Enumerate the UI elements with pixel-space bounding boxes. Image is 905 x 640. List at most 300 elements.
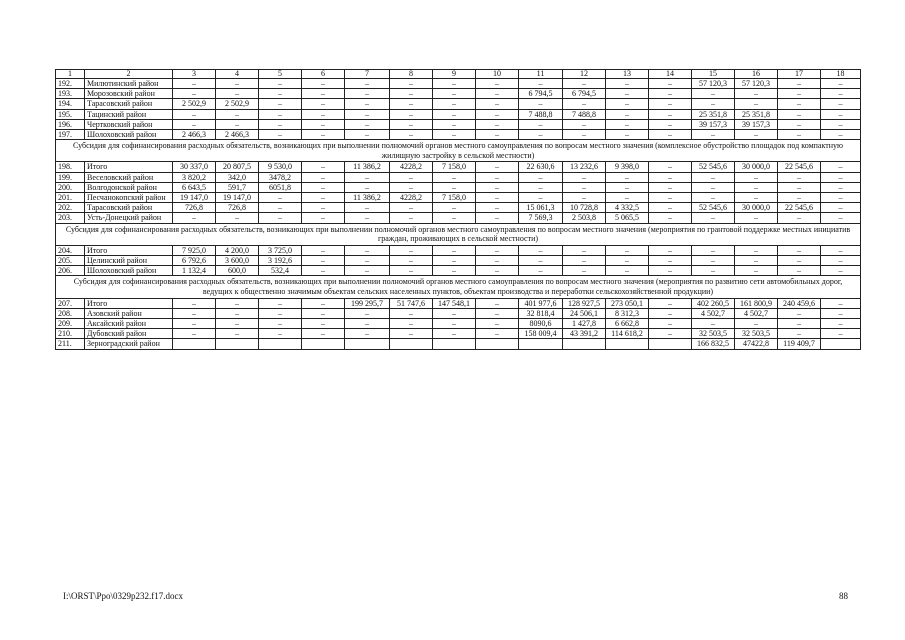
value-cell: –: [778, 79, 821, 89]
value-cell: 402 260,5: [692, 298, 735, 308]
value-cell: [173, 339, 216, 349]
value-cell: 532,4: [259, 266, 302, 276]
value-cell: –: [692, 89, 735, 99]
value-cell: –: [563, 266, 606, 276]
column-number: 8: [390, 70, 433, 79]
value-cell: –: [821, 109, 861, 119]
value-cell: –: [778, 172, 821, 182]
row-number: 198.: [56, 162, 85, 172]
row-number: 201.: [56, 193, 85, 203]
value-cell: 6051,8: [259, 182, 302, 192]
value-cell: 3 192,6: [259, 256, 302, 266]
value-cell: –: [302, 89, 345, 99]
value-cell: –: [649, 256, 692, 266]
value-cell: –: [821, 162, 861, 172]
value-cell: –: [649, 319, 692, 329]
value-cell: –: [476, 213, 519, 223]
value-cell: 51 747,6: [390, 298, 433, 308]
value-cell: 43 391,2: [563, 329, 606, 339]
value-cell: –: [390, 119, 433, 129]
district-name: Песчанокопский район: [85, 193, 173, 203]
value-cell: –: [216, 79, 259, 89]
value-cell: –: [345, 308, 390, 318]
table-row: [56, 319, 861, 329]
value-cell: –: [302, 329, 345, 339]
value-cell: –: [390, 172, 433, 182]
value-cell: –: [390, 266, 433, 276]
value-cell: –: [259, 308, 302, 318]
column-number: 13: [606, 70, 649, 79]
row-number: 192.: [56, 79, 85, 89]
value-cell: –: [345, 213, 390, 223]
value-cell: –: [821, 203, 861, 213]
page-number: 88: [839, 591, 848, 601]
table-body: [56, 70, 861, 350]
value-cell: –: [345, 245, 390, 255]
value-cell: 6 792,6: [173, 256, 216, 266]
value-cell: 39 157,3: [735, 119, 778, 129]
row-number: 211.: [56, 339, 85, 349]
value-cell: –: [476, 162, 519, 172]
value-cell: 7 488,8: [519, 109, 563, 119]
value-cell: –: [259, 119, 302, 129]
value-cell: –: [345, 109, 390, 119]
file-path: I:\ORST\Ppo\0329p232.f17.docx: [63, 591, 184, 601]
column-number: 7: [345, 70, 390, 79]
value-cell: –: [606, 130, 649, 140]
value-cell: –: [649, 172, 692, 182]
value-cell: –: [735, 182, 778, 192]
value-cell: 52 545,6: [692, 203, 735, 213]
value-cell: –: [692, 245, 735, 255]
value-cell: 591,7: [216, 182, 259, 192]
value-cell: –: [216, 329, 259, 339]
value-cell: –: [259, 329, 302, 339]
section-heading: Субсидия для софинансирования расходных обязательств, возникающих при выполнении полномочий органов местного самоуправления по вопросам местного значения (комплексное обустройство площадок под компактную жилищную застройку в сельской местности): [56, 140, 861, 162]
value-cell: –: [649, 182, 692, 192]
row-number: 204.: [56, 245, 85, 255]
value-cell: –: [259, 109, 302, 119]
value-cell: –: [216, 89, 259, 99]
column-number: 11: [519, 70, 563, 79]
section-heading-row: [56, 140, 861, 162]
value-cell: [345, 339, 390, 349]
value-cell: 10 728,8: [563, 203, 606, 213]
value-cell: –: [345, 79, 390, 89]
value-cell: –: [519, 79, 563, 89]
value-cell: –: [433, 266, 476, 276]
row-number: 197.: [56, 130, 85, 140]
value-cell: –: [476, 308, 519, 318]
value-cell: 15 061,3: [519, 203, 563, 213]
value-cell: –: [433, 89, 476, 99]
value-cell: –: [649, 162, 692, 172]
column-number: 12: [563, 70, 606, 79]
value-cell: –: [519, 172, 563, 182]
value-cell: –: [302, 109, 345, 119]
value-cell: –: [778, 319, 821, 329]
value-cell: –: [692, 172, 735, 182]
value-cell: –: [735, 130, 778, 140]
value-cell: –: [476, 245, 519, 255]
value-cell: –: [821, 245, 861, 255]
district-name: Итого: [85, 245, 173, 255]
column-number: 10: [476, 70, 519, 79]
value-cell: –: [390, 329, 433, 339]
value-cell: –: [692, 213, 735, 223]
district-name: Веселовский район: [85, 172, 173, 182]
value-cell: 19 147,0: [173, 193, 216, 203]
value-cell: 3 820,2: [173, 172, 216, 182]
value-cell: –: [778, 245, 821, 255]
value-cell: –: [476, 172, 519, 182]
value-cell: –: [778, 308, 821, 318]
value-cell: –: [692, 193, 735, 203]
value-cell: 19 147,0: [216, 193, 259, 203]
value-cell: 11 386,2: [345, 193, 390, 203]
table-row: [56, 119, 861, 129]
value-cell: –: [302, 203, 345, 213]
value-cell: –: [821, 172, 861, 182]
table-row: [56, 79, 861, 89]
value-cell: 20 807,5: [216, 162, 259, 172]
value-cell: –: [606, 182, 649, 192]
value-cell: –: [519, 193, 563, 203]
value-cell: 240 459,6: [778, 298, 821, 308]
value-cell: –: [302, 119, 345, 129]
value-cell: –: [563, 79, 606, 89]
value-cell: –: [476, 298, 519, 308]
value-cell: –: [390, 213, 433, 223]
value-cell: –: [476, 329, 519, 339]
value-cell: –: [390, 245, 433, 255]
value-cell: –: [302, 182, 345, 192]
value-cell: 3 725,0: [259, 245, 302, 255]
value-cell: –: [649, 130, 692, 140]
value-cell: –: [302, 162, 345, 172]
value-cell: –: [649, 119, 692, 129]
value-cell: –: [302, 99, 345, 109]
row-number: 194.: [56, 99, 85, 109]
value-cell: [649, 339, 692, 349]
value-cell: 11 386,2: [345, 162, 390, 172]
value-cell: 128 927,5: [563, 298, 606, 308]
value-cell: –: [476, 99, 519, 109]
value-cell: –: [216, 319, 259, 329]
value-cell: –: [649, 308, 692, 318]
value-cell: 22 545,6: [778, 203, 821, 213]
value-cell: –: [735, 256, 778, 266]
value-cell: –: [563, 256, 606, 266]
value-cell: 342,0: [216, 172, 259, 182]
value-cell: –: [433, 130, 476, 140]
column-number: 17: [778, 70, 821, 79]
row-number: 199.: [56, 172, 85, 182]
value-cell: –: [778, 99, 821, 109]
value-cell: –: [563, 193, 606, 203]
value-cell: –: [433, 99, 476, 109]
row-number: 209.: [56, 319, 85, 329]
value-cell: –: [735, 89, 778, 99]
value-cell: 6 794,5: [519, 89, 563, 99]
value-cell: –: [821, 308, 861, 318]
value-cell: 6 643,5: [173, 182, 216, 192]
value-cell: 158 009,4: [519, 329, 563, 339]
value-cell: –: [519, 266, 563, 276]
value-cell: –: [390, 256, 433, 266]
value-cell: –: [476, 203, 519, 213]
column-number: 18: [821, 70, 861, 79]
value-cell: –: [649, 79, 692, 89]
district-name: Целинский район: [85, 256, 173, 266]
value-cell: –: [692, 130, 735, 140]
value-cell: 3 600,0: [216, 256, 259, 266]
district-name: Дубовский район: [85, 329, 173, 339]
value-cell: –: [649, 245, 692, 255]
column-number: 14: [649, 70, 692, 79]
value-cell: 24 506,1: [563, 308, 606, 318]
value-cell: 13 232,6: [563, 162, 606, 172]
value-cell: –: [433, 245, 476, 255]
column-number: 5: [259, 70, 302, 79]
table-row: [56, 89, 861, 99]
value-cell: 25 351,8: [692, 109, 735, 119]
value-cell: 22 630,6: [519, 162, 563, 172]
value-cell: –: [519, 119, 563, 129]
value-cell: –: [259, 319, 302, 329]
value-cell: [821, 339, 861, 349]
value-cell: –: [216, 308, 259, 318]
value-cell: –: [259, 130, 302, 140]
value-cell: –: [345, 89, 390, 99]
value-cell: –: [735, 319, 778, 329]
value-cell: –: [433, 109, 476, 119]
value-cell: –: [649, 109, 692, 119]
value-cell: 401 977,6: [519, 298, 563, 308]
table-row: [56, 182, 861, 192]
value-cell: –: [519, 256, 563, 266]
value-cell: –: [821, 256, 861, 266]
row-number: 196.: [56, 119, 85, 129]
value-cell: –: [216, 213, 259, 223]
value-cell: –: [390, 182, 433, 192]
value-cell: 2 502,9: [173, 99, 216, 109]
value-cell: [433, 339, 476, 349]
value-cell: –: [778, 193, 821, 203]
value-cell: –: [433, 79, 476, 89]
value-cell: –: [821, 182, 861, 192]
value-cell: –: [606, 99, 649, 109]
value-cell: –: [345, 329, 390, 339]
value-cell: 22 545,6: [778, 162, 821, 172]
value-cell: [519, 339, 563, 349]
table-row: [56, 298, 861, 308]
value-cell: [476, 339, 519, 349]
table-row: [56, 266, 861, 276]
value-cell: –: [476, 130, 519, 140]
value-cell: –: [519, 245, 563, 255]
value-cell: –: [476, 119, 519, 129]
value-cell: 2 466,3: [216, 130, 259, 140]
value-cell: –: [302, 308, 345, 318]
value-cell: –: [173, 213, 216, 223]
table-row: [56, 109, 861, 119]
value-cell: –: [821, 329, 861, 339]
value-cell: –: [302, 256, 345, 266]
value-cell: 32 818,4: [519, 308, 563, 318]
value-cell: –: [692, 256, 735, 266]
value-cell: –: [692, 99, 735, 109]
value-cell: –: [390, 89, 433, 99]
value-cell: –: [649, 203, 692, 213]
value-cell: 9 398,0: [606, 162, 649, 172]
table-row: [56, 339, 861, 349]
value-cell: 30 000,0: [735, 162, 778, 172]
value-cell: –: [259, 213, 302, 223]
value-cell: –: [345, 266, 390, 276]
district-name: Зерноградский район: [85, 339, 173, 349]
value-cell: –: [390, 203, 433, 213]
value-cell: –: [649, 213, 692, 223]
value-cell: 8 312,3: [606, 308, 649, 318]
table-row: [56, 256, 861, 266]
value-cell: –: [519, 130, 563, 140]
value-cell: –: [778, 182, 821, 192]
value-cell: –: [606, 89, 649, 99]
district-name: Милютинский район: [85, 79, 173, 89]
section-heading: Субсидия для софинансирования расходных обязательств, возникающих при выполнении полномочий органов местного самоуправления по вопросам местного значения (мероприятия по развитию сети автомобильных дорог, ведущих к общественно значимым объектам сельских населенных пунктов, объектам производства и переработки сельскохозяйственной продукции): [56, 276, 861, 298]
value-cell: 726,8: [173, 203, 216, 213]
section-heading: Субсидия для софинансирования расходных обязательств, возникающих при выполнении полномочий органов местного самоуправления по вопросам местного значения (мероприятия по грантовой поддержке местных инициатив граждан, проживающих в сельской местности): [56, 223, 861, 245]
value-cell: 4 502,7: [735, 308, 778, 318]
table-row: [56, 172, 861, 182]
district-name: Волгодонской район: [85, 182, 173, 192]
column-number: 15: [692, 70, 735, 79]
value-cell: –: [606, 266, 649, 276]
value-cell: –: [302, 266, 345, 276]
value-cell: –: [821, 319, 861, 329]
value-cell: 52 545,6: [692, 162, 735, 172]
table-row: [56, 162, 861, 172]
row-number: 210.: [56, 329, 85, 339]
value-cell: –: [735, 213, 778, 223]
value-cell: 6 662,8: [606, 319, 649, 329]
value-cell: –: [173, 319, 216, 329]
value-cell: –: [649, 89, 692, 99]
value-cell: –: [821, 79, 861, 89]
value-cell: –: [692, 319, 735, 329]
value-cell: –: [433, 172, 476, 182]
value-cell: –: [735, 266, 778, 276]
value-cell: 32 503,5: [735, 329, 778, 339]
value-cell: –: [433, 203, 476, 213]
value-cell: –: [778, 266, 821, 276]
value-cell: –: [259, 298, 302, 308]
value-cell: 4228,2: [390, 193, 433, 203]
district-name: Тарасовский район: [85, 99, 173, 109]
value-cell: –: [259, 203, 302, 213]
value-cell: –: [606, 119, 649, 129]
value-cell: –: [778, 213, 821, 223]
table-row: [56, 329, 861, 339]
value-cell: –: [778, 89, 821, 99]
value-cell: 166 832,5: [692, 339, 735, 349]
value-cell: –: [606, 256, 649, 266]
value-cell: 8090,6: [519, 319, 563, 329]
value-cell: 57 120,3: [692, 79, 735, 89]
value-cell: –: [821, 298, 861, 308]
budget-table: [55, 69, 861, 350]
value-cell: –: [345, 99, 390, 109]
value-cell: –: [390, 130, 433, 140]
table-row: [56, 213, 861, 223]
district-name: Итого: [85, 162, 173, 172]
column-number: 9: [433, 70, 476, 79]
value-cell: –: [173, 119, 216, 129]
value-cell: –: [476, 79, 519, 89]
value-cell: –: [778, 329, 821, 339]
column-number: 1: [56, 70, 85, 79]
value-cell: –: [433, 319, 476, 329]
value-cell: –: [433, 308, 476, 318]
value-cell: –: [606, 79, 649, 89]
value-cell: 3478,2: [259, 172, 302, 182]
value-cell: –: [390, 99, 433, 109]
value-cell: –: [302, 245, 345, 255]
value-cell: 726,8: [216, 203, 259, 213]
table-row: [56, 308, 861, 318]
value-cell: –: [259, 99, 302, 109]
table-row: [56, 130, 861, 140]
value-cell: 114 618,2: [606, 329, 649, 339]
value-cell: –: [302, 213, 345, 223]
value-cell: [302, 339, 345, 349]
value-cell: –: [735, 245, 778, 255]
value-cell: 6 794,5: [563, 89, 606, 99]
value-cell: 273 050,1: [606, 298, 649, 308]
value-cell: [259, 339, 302, 349]
value-cell: 9 530,0: [259, 162, 302, 172]
district-name: Чертковский район: [85, 119, 173, 129]
value-cell: –: [173, 79, 216, 89]
value-cell: –: [302, 130, 345, 140]
row-number: 208.: [56, 308, 85, 318]
row-number: 205.: [56, 256, 85, 266]
value-cell: 39 157,3: [692, 119, 735, 129]
table-row: [56, 245, 861, 255]
value-cell: 2 503,8: [563, 213, 606, 223]
value-cell: [390, 339, 433, 349]
value-cell: –: [390, 79, 433, 89]
value-cell: 119 409,7: [778, 339, 821, 349]
row-number: 195.: [56, 109, 85, 119]
value-cell: –: [345, 130, 390, 140]
value-cell: –: [345, 319, 390, 329]
column-number: 2: [85, 70, 173, 79]
value-cell: –: [433, 213, 476, 223]
value-cell: –: [476, 266, 519, 276]
value-cell: –: [302, 319, 345, 329]
value-cell: –: [692, 266, 735, 276]
value-cell: –: [563, 245, 606, 255]
column-number-row: [56, 70, 861, 79]
value-cell: –: [216, 119, 259, 129]
section-heading-row: [56, 223, 861, 245]
district-name: Итого: [85, 298, 173, 308]
value-cell: –: [821, 213, 861, 223]
value-cell: –: [519, 99, 563, 109]
value-cell: –: [778, 119, 821, 129]
